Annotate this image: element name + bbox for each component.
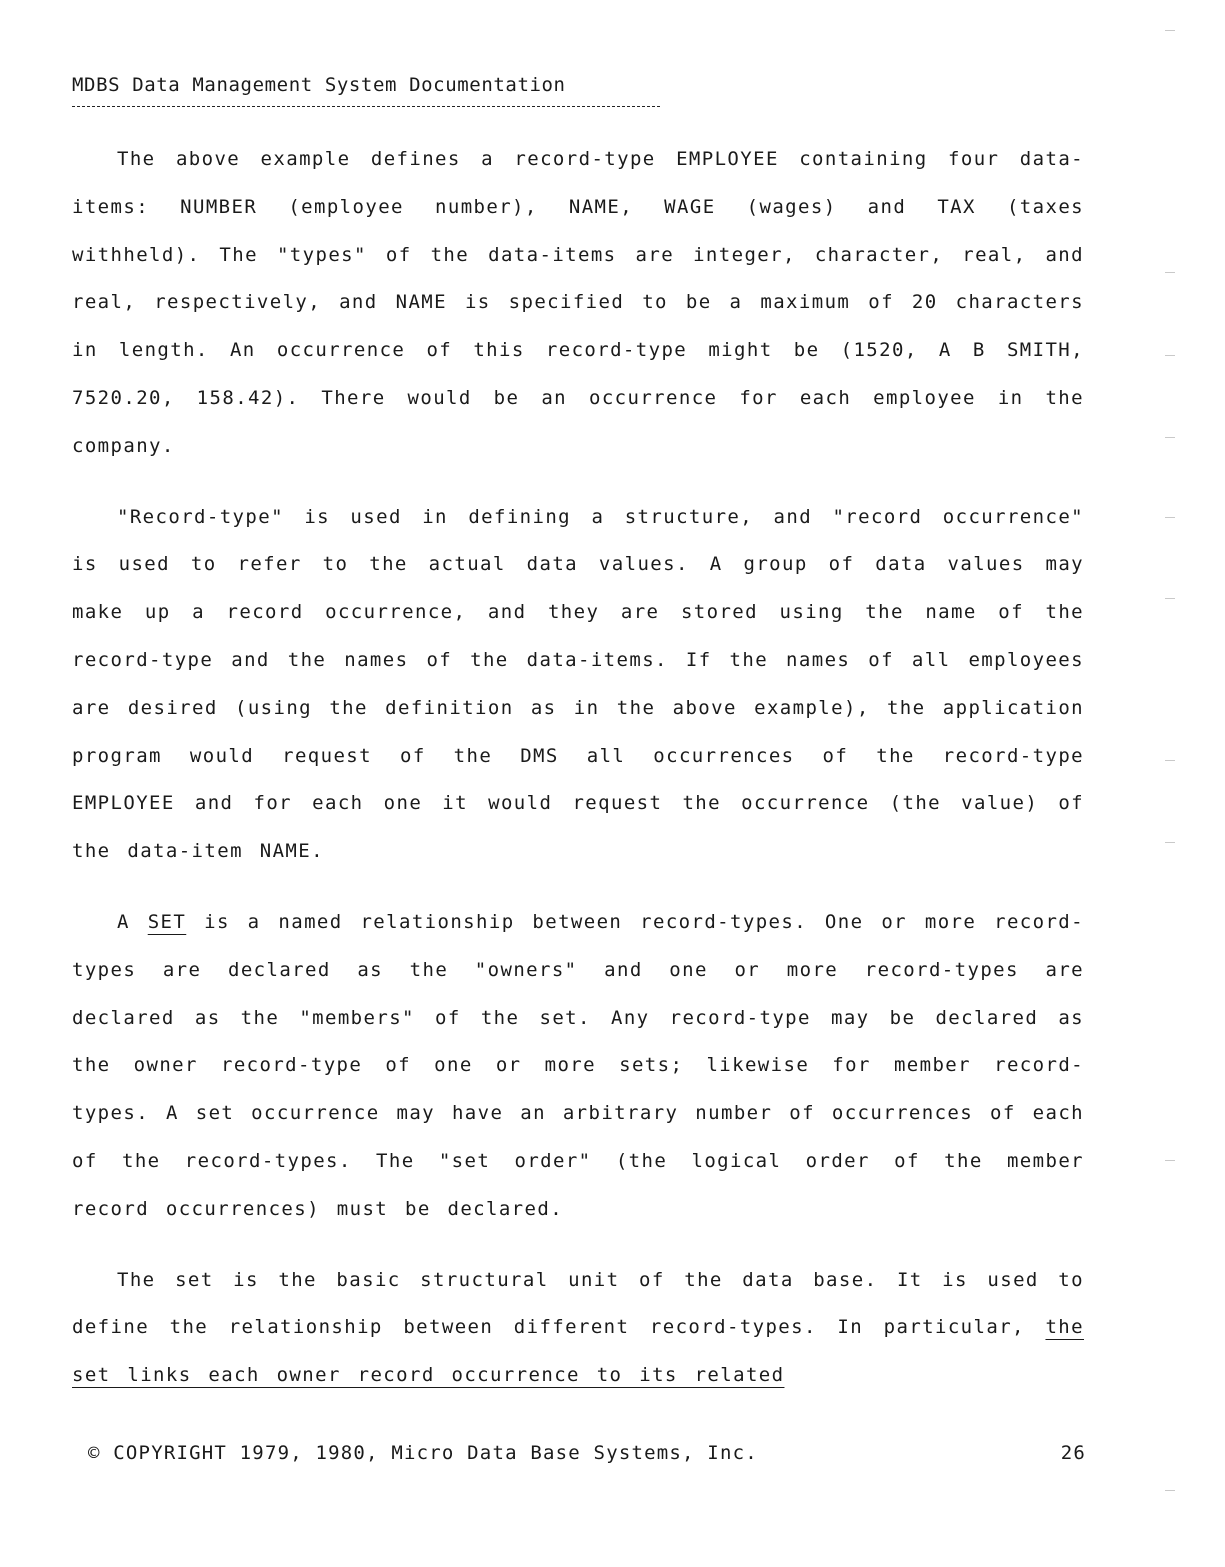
- paragraph-record-type-example: The above example defines a record-type EMPLOYEE containing four data-items: NUMBER (employee number), NAME, WAGE (wages) and TAX (taxes withheld). The "types" of the data-items are integer, character, real, and real, respectively, and NAME is specified to be a maximum of 20 characters in length. An occurrence of this record-type might be (1520, A B SMITH, 7520.20, 158.42). There would be an occurrence for each employee in the company.: [72, 148, 1084, 457]
- paragraph-set-structure: [72, 1257, 1084, 1400]
- scan-edge-mark: [1165, 272, 1175, 273]
- copyright-notice: © COPYRIGHT 1979, 1980, Micro Data Base Systems, Inc.: [88, 1442, 758, 1464]
- page-footer: [88, 1442, 1086, 1464]
- scan-edge-mark: [1165, 30, 1175, 31]
- scan-edge-mark: [1165, 517, 1175, 518]
- scan-edge-mark: [1165, 1160, 1175, 1161]
- set-lead-word: A: [117, 910, 130, 933]
- set-structure-text: The set is the basic structural unit of the data base. It is used to define the relationship between different record-types. In particular,: [72, 1268, 1084, 1339]
- page-number: 26: [1060, 1442, 1086, 1464]
- paragraph-record-occurrence: "Record-type" is used in defining a structure, and "record occurrence" is used to refer to the actual data values. A group of data values may make up a record occurrence, and they are stored using the name of the record-type and the names of the data-items. If the names of all employees are desired (using the definition as in the above example), the application program would request of the DMS all occurrences of the record-type EMPLOYEE and for each one it would request the occurrence (the value) of the data-item NAME.: [72, 505, 1084, 863]
- set-definition-text: is a named relationship between record-types. One or more record-types are declared as the "owners" and one or more record-types are declared as the "members" of the set. Any record-type may be declared as the owner record-type of one or more sets; likewise for member record-types. A set occurrence may have an arbitrary number of occurrences of each of the record-types. The "set order" (the logical order of the member record occurrences) must be declared.: [72, 910, 1084, 1220]
- set-term: SET: [147, 910, 187, 933]
- scan-edge-mark: [1165, 598, 1175, 599]
- header-rule: [72, 106, 660, 107]
- page-header: MDBS Data Management System Documentation: [72, 74, 566, 96]
- paragraph-set-definition: [72, 899, 1084, 1234]
- set-links-underlined-text: the set links each owner record occurrence to its related: [72, 1316, 1084, 1387]
- document-body: [72, 136, 1084, 1400]
- scan-edge-mark: [1165, 437, 1175, 438]
- scan-edge-mark: [1165, 842, 1175, 843]
- scan-edge-mark: [1165, 760, 1175, 761]
- scan-edge-mark: [1165, 355, 1175, 356]
- scan-edge-mark: [1165, 1490, 1175, 1491]
